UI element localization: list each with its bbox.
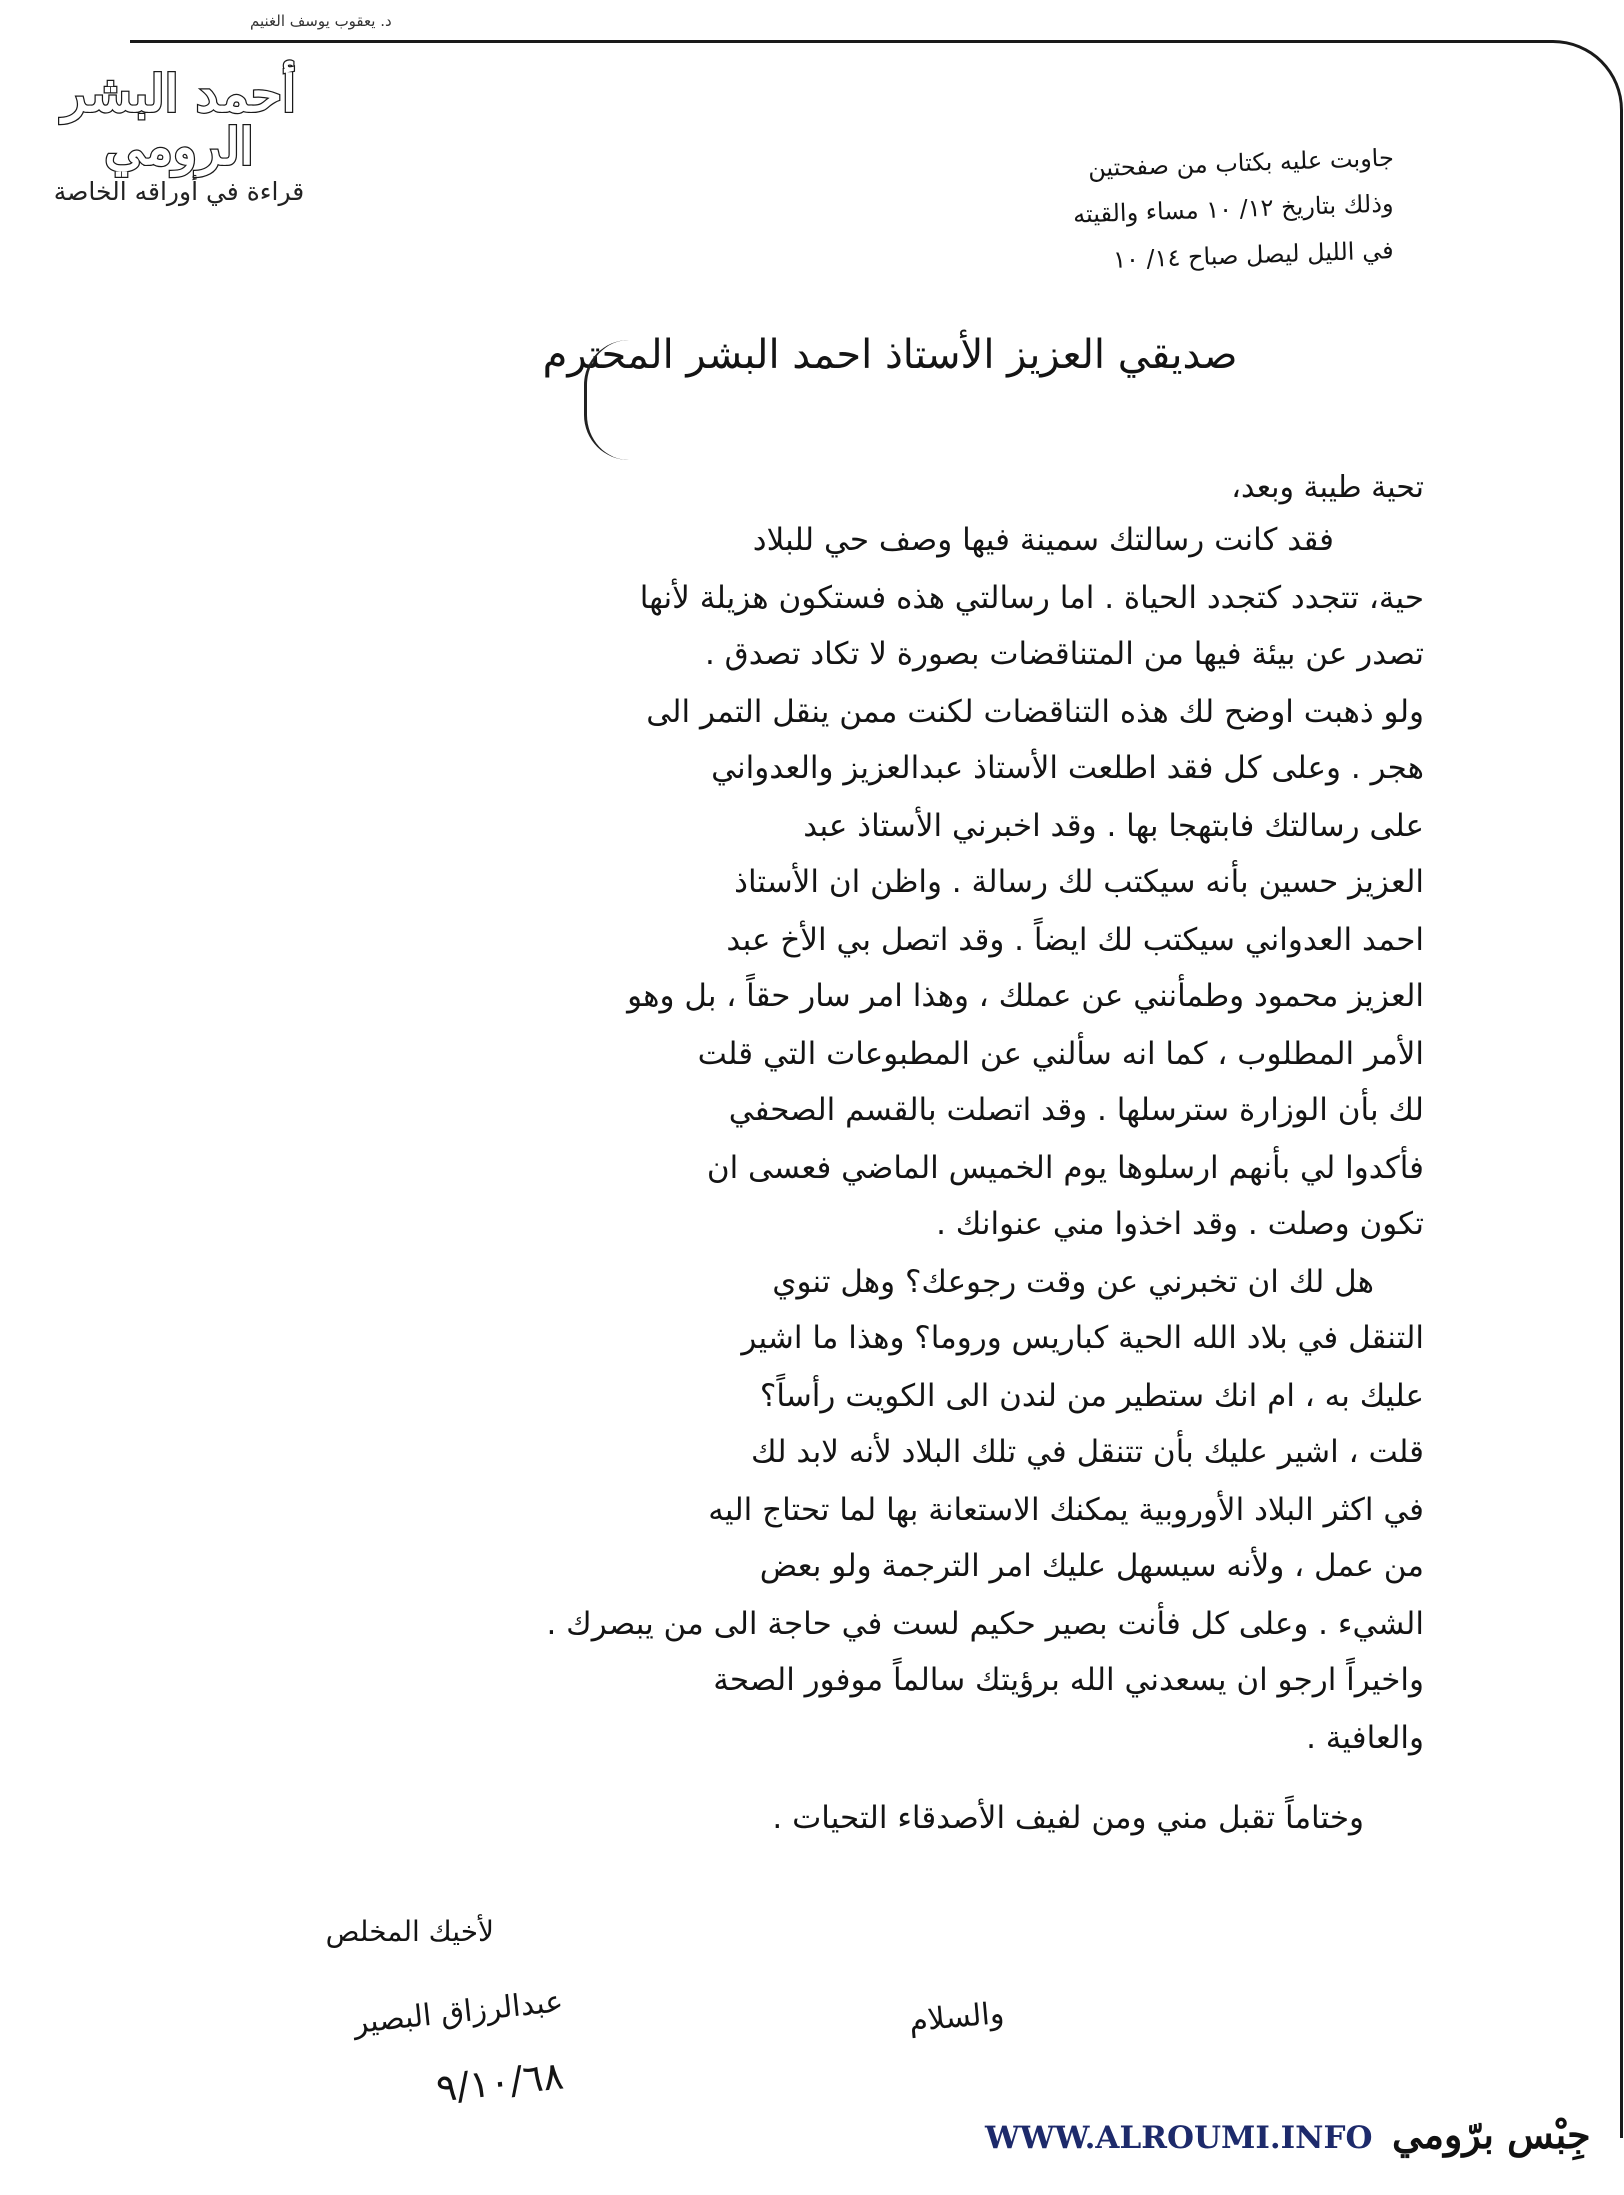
- body-line: العزيز محمود وطمأنني عن عملك ، وهذا امر سار حقاً ، بل وهو: [627, 978, 1424, 1014]
- body-line: من عمل ، ولأنه سيسهل عليك امر الترجمة ولو بعض: [759, 1548, 1424, 1584]
- website-link[interactable]: WWW.ALROUMI.INFO: [985, 2120, 1373, 2156]
- salutation: صديقي العزيز الأستاذ احمد البشر المحترم: [542, 332, 1238, 378]
- body-line: التنقل في بلاد الله الحية كباريس وروما؟ وهذا ما اشير: [741, 1320, 1424, 1356]
- body-line: العزيز حسين بأنه سيكتب لك رسالة . واظن ان الأستاذ: [734, 864, 1424, 900]
- body-line: الأمر المطلوب ، كما انه سألني عن المطبوعات التي قلت: [697, 1036, 1424, 1072]
- signature-line: لأخيك المخلص: [325, 1915, 494, 1948]
- body-line: تصدر عن بيئة فيها من المتناقضات بصورة لا تكاد تصدق .: [704, 636, 1424, 672]
- margin-note-line: وذلك بتاريخ ١٢/ ١٠ مساء والقيته: [1073, 189, 1395, 229]
- body-line: فقد كانت رسالتك سمينة فيها وصف حي للبلاد: [752, 522, 1334, 558]
- closing: والسلام: [907, 1995, 1006, 2040]
- body-line: لك بأن الوزارة سترسلها . وقد اتصلت بالقسم الصحفي: [728, 1092, 1424, 1128]
- author-credit: د. يعقوب يوسف الغنيم: [250, 12, 392, 30]
- body-line: قلت ، اشير عليك بأن تتنقل في تلك البلاد لأنه لابد لك: [750, 1434, 1424, 1470]
- book-title: أحمد البشر الرومي: [62, 64, 296, 176]
- greeting: تحية طيبة وبعد،: [1231, 470, 1424, 505]
- body-line: هل لك ان تخبرني عن وقت رجوعك؟ وهل تنوي: [772, 1264, 1374, 1300]
- body-line: على رسالتك فابتهجا بها . وقد اخبرني الأستاذ عبد: [803, 808, 1424, 844]
- body-line: ولو ذهبت اوضح لك هذه التناقضات لكنت ممن ينقل التمر الى: [646, 694, 1424, 730]
- margin-note-line: في الليل ليصل صباح ١٤/ ١٠: [1113, 236, 1395, 274]
- body-line: والعافية .: [1306, 1720, 1424, 1756]
- signature-date: ٩/١٠/٦٨: [434, 2053, 566, 2111]
- margin-note-line: جاوبت عليه بكتاب من صفحتين: [1087, 143, 1395, 183]
- site-brand: جِبْس برّومي: [1392, 2112, 1591, 2157]
- signature-name: عبدالرزاق البصير: [352, 1984, 566, 2041]
- salutation-bracket: [584, 340, 647, 460]
- body-line: حية، تتجدد كتجدد الحياة . اما رسالتي هذه فستكون هزيلة لأنها: [639, 580, 1424, 616]
- body-line: هجر . وعلى كل فقد اطلعت الأستاذ عبدالعزيز والعدواني: [711, 750, 1424, 786]
- body-line: عليك به ، ام انك ستطير من لندن الى الكويت رأساً؟: [759, 1378, 1424, 1414]
- body-line: الشيء . وعلى كل فأنت بصير حكيم لست في حاجة الى من يبصرك .: [546, 1606, 1424, 1642]
- body-line: تكون وصلت . وقد اخذوا مني عنوانك .: [936, 1206, 1424, 1242]
- book-subtitle: قراءة في أوراقه الخاصة: [53, 177, 305, 206]
- body-line: واخيراً ارجو ان يسعدني الله برؤيتك سالماً موفور الصحة: [713, 1662, 1424, 1698]
- body-line: فأكدوا لي بأنهم ارسلوها يوم الخميس الماضي فعسى ان: [706, 1150, 1424, 1186]
- body-line: وختاماً تقبل مني ومن لفيف الأصدقاء التحيات .: [772, 1800, 1364, 1836]
- body-line: في اكثر البلاد الأوروبية يمكنك الاستعانة بها لما تحتاج اليه: [708, 1492, 1424, 1528]
- body-line: احمد العدواني سيكتب لك ايضاً . وقد اتصل بي الأخ عبد: [726, 922, 1424, 958]
